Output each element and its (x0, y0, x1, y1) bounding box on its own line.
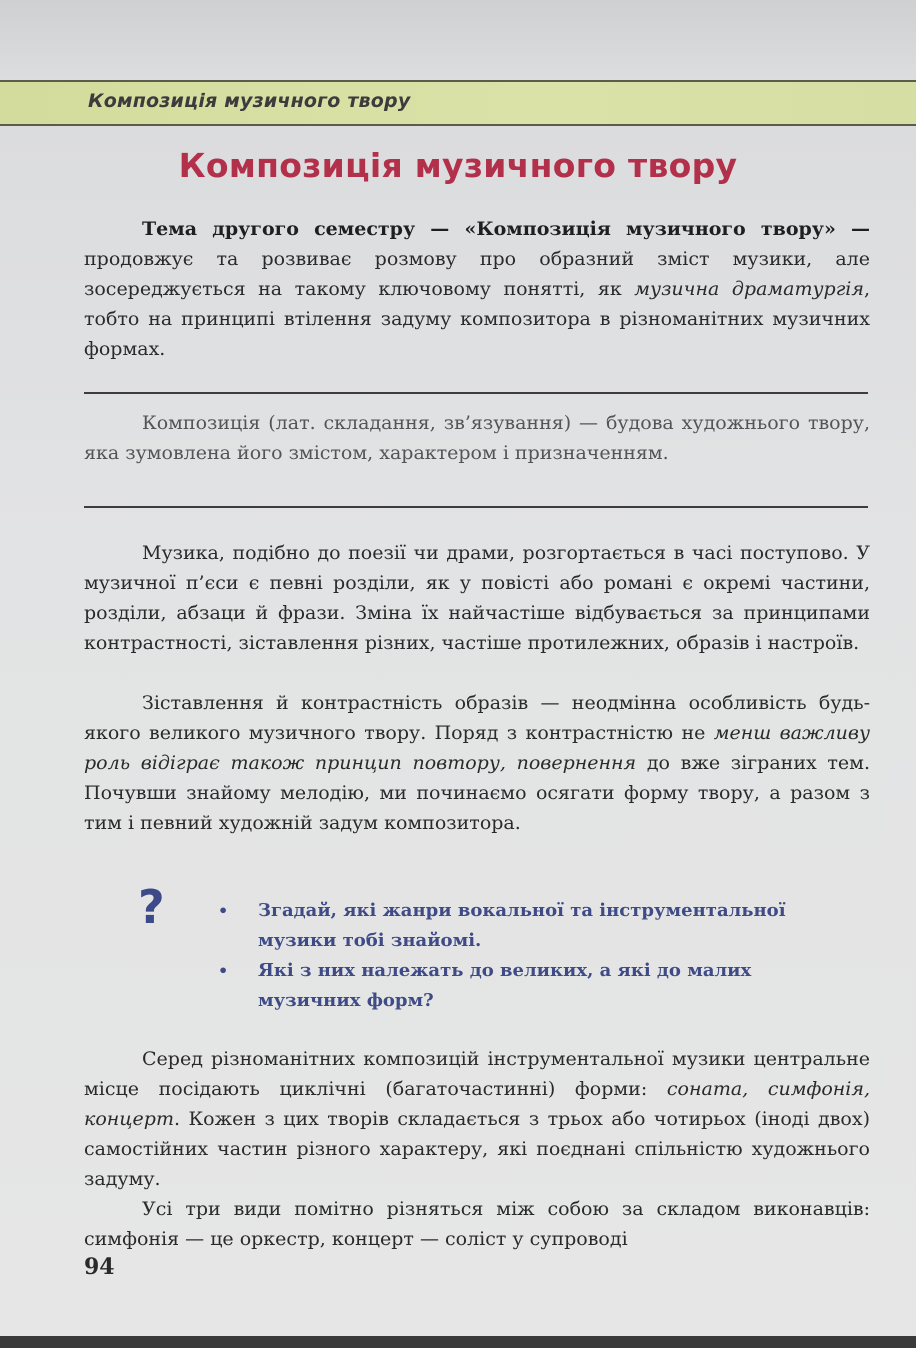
body-paragraph-3 (84, 1044, 870, 1194)
body-paragraph-2-italic: менш важливу роль відіграє також принцип повтору, повернення (84, 722, 871, 774)
body-paragraph-3-italic: соната, симфонія, концерт (84, 1078, 870, 1130)
page-number: 94 (84, 1254, 115, 1280)
question-mark-icon: ? (138, 880, 165, 934)
running-header-label: Композиція музичного твору (88, 90, 411, 112)
body-paragraph-2-after: до вже зіграних тем. Почувши знайому мелодію, ми починаємо осягати форму твору, а разом з тим і певний художній задум композитора. (84, 752, 870, 834)
intro-tail: , тобто на принципі втілення задуму композитора в різноманітних музичних формах. (84, 278, 870, 360)
body-paragraph-4 (84, 1194, 870, 1254)
question-list (214, 896, 854, 1016)
page-top-margin (0, 0, 916, 80)
definition-text: Композиція (лат. складання, зв’язування) — будова художнього твору, яка зумовлена його змістом, характером і призначенням. (84, 412, 870, 464)
question-text: Згадай, які жанри вокальної та інструментальної музики тобі знайомі. (258, 900, 786, 951)
intro-lead: Тема другого семестру — «Композиція музичного твору» — (142, 218, 870, 240)
body-paragraph-3-after: . Кожен з цих творів складається з трьох або чотирьох (іноді двох) самостійних частин різного характеру, які поєднані спільністю художнього задуму. (84, 1108, 870, 1190)
body-paragraph-3-text: Серед різноманітних композицій інструментальної музики центральне місце посідають циклічні (багаточастинні) форми: (84, 1048, 870, 1100)
bullet-icon: • (218, 901, 229, 920)
intro-paragraph (84, 214, 870, 364)
body-paragraph-1 (84, 538, 870, 658)
intro-term: музична драматургія (634, 278, 864, 300)
definition-top-rule (84, 392, 868, 394)
body-paragraph-1-text: Музика, подібно до поезії чи драми, розгортається в часі поступово. У музичної п’єси є певні розділи, як у повісті або романі є окремі частини, розділи, абзаци й фрази. Зміна їх найчастіше відбувається за принципами контрастності, зіставлення різних, частіше протилежних, образів і настроїв. (84, 542, 870, 654)
question-item (214, 896, 854, 956)
question-item (214, 956, 854, 1016)
intro-text: продовжує та розвиває розмову про образний зміст музики, але зосереджується на такому ключовому понятті, як (84, 248, 870, 300)
body-paragraph-4-text: Усі три види помітно різняться між собою за складом виконавців: симфонія — це оркестр, концерт — соліст у супроводі (84, 1198, 870, 1250)
page-bottom-edge (0, 1336, 916, 1348)
question-text: Які з них належать до великих, а які до малих музичних форм? (258, 960, 752, 1011)
body-paragraph-2 (84, 688, 870, 838)
page-title: Композиція музичного твору (178, 146, 738, 185)
definition-box (84, 408, 870, 468)
bullet-icon: • (218, 961, 229, 980)
body-paragraph-2-text: Зіставлення й контрастність образів — неодмінна особливість будь-якого великого музичного твору. Поряд з контрастністю не (84, 692, 870, 744)
definition-bottom-rule (84, 506, 868, 508)
